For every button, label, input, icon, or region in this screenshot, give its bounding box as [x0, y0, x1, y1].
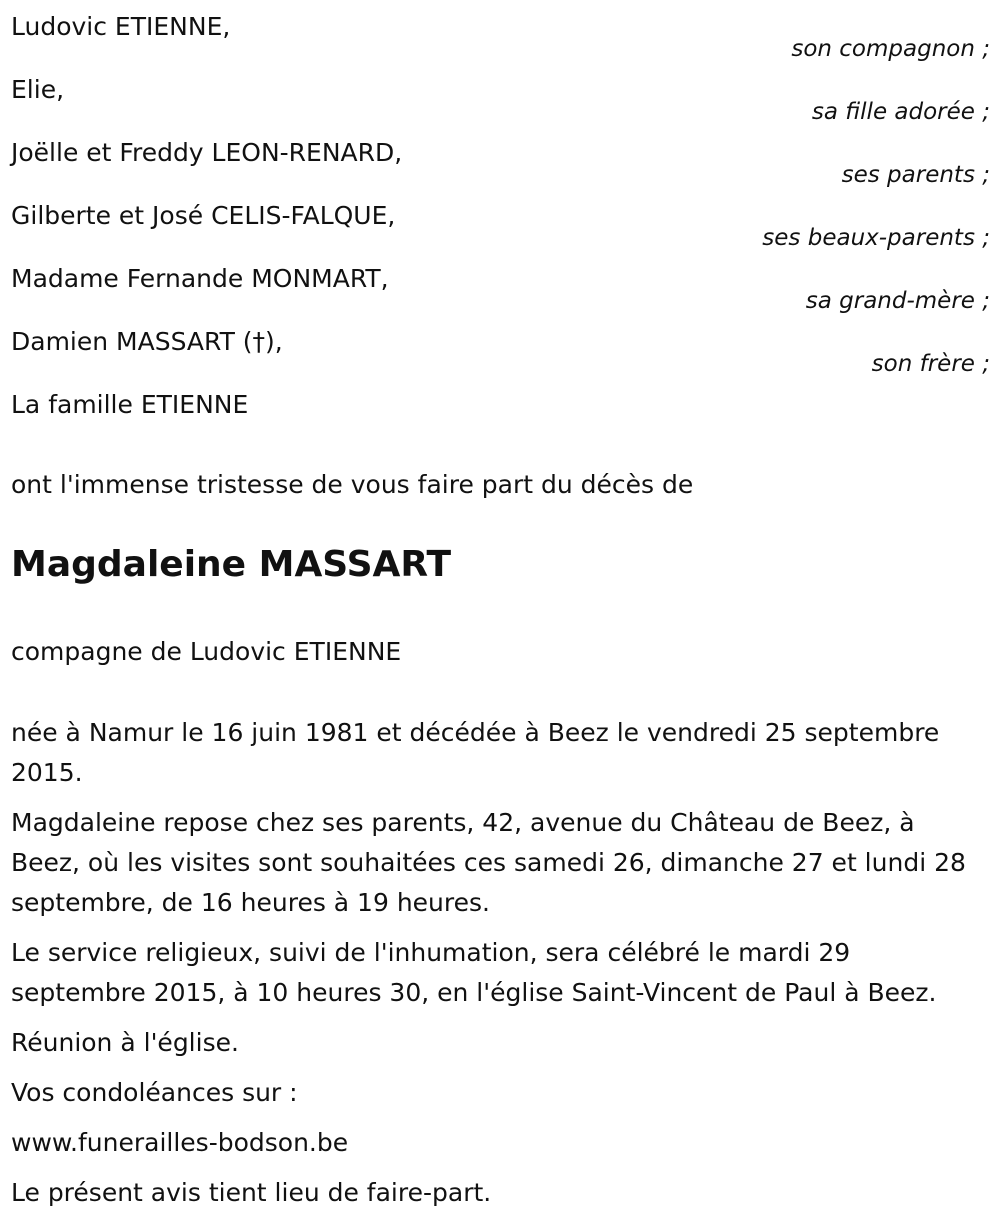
family-member-name: Ludovic ETIENNE, — [11, 12, 231, 41]
family-member-relation: ses parents ; — [841, 162, 990, 188]
family-member-relation: son frère ; — [871, 351, 990, 377]
family-member-relation: son compagnon ; — [791, 36, 990, 62]
visitation-paragraph: Magdaleine repose chez ses parents, 42, avenue du Château de Beez, à Beez, où les visites sont souhaitées ces samedi 26, dimanche 27 et lundi 28 septembre, de 16 heures à 19 heures. — [11, 808, 966, 917]
condolences-label: Vos condoléances sur : — [11, 1078, 298, 1107]
family-member-name: Joëlle et Freddy LEON-RENARD, — [11, 138, 403, 167]
announcement-intro: ont l'immense tristesse de vous faire part du décès de — [11, 470, 694, 499]
family-member-name: Damien MASSART (†), — [11, 327, 283, 356]
service-paragraph: Le service religieux, suivi de l'inhumation, sera célébré le mardi 29 septembre 2015, à 10 heures 30, en l'église Saint-Vincent de Paul à Beez. — [11, 938, 937, 1007]
meeting-paragraph: Réunion à l'église. — [11, 1028, 239, 1057]
family-member-name: La famille ETIENNE — [11, 390, 249, 419]
family-member-relation: sa fille adorée ; — [811, 99, 990, 125]
notice-paragraph: Le présent avis tient lieu de faire-part. — [11, 1178, 492, 1207]
website-link[interactable]: www.funerailles-bodson.be — [11, 1128, 349, 1157]
deceased-name: Magdaleine MASSART — [11, 544, 452, 585]
family-member-name: Gilberte et José CELIS-FALQUE, — [11, 201, 396, 230]
family-member-relation: ses beaux-parents ; — [762, 225, 990, 251]
deceased-relation: compagne de Ludovic ETIENNE — [11, 637, 402, 666]
details-section — [11, 713, 986, 1223]
birth-death-paragraph: née à Namur le 16 juin 1981 et décédée à Beez le vendredi 25 septembre 2015. — [11, 718, 940, 787]
family-member-name: Madame Fernande MONMART, — [11, 264, 389, 293]
family-member-relation: sa grand-mère ; — [805, 288, 990, 314]
family-member-name: Elie, — [11, 75, 65, 104]
